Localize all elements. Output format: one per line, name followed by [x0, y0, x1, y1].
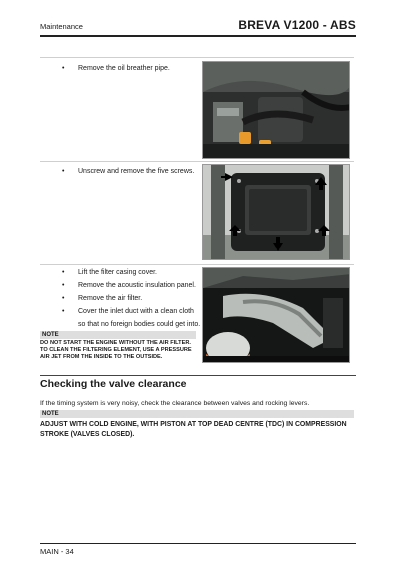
bullet-text: Unscrew and remove the five screws.	[78, 168, 195, 175]
bullet-dot: •	[62, 65, 65, 72]
row-divider	[40, 57, 354, 58]
note-label: NOTE	[40, 331, 196, 339]
section-title: Checking the valve clearance	[40, 378, 187, 390]
note-text: ADJUST WITH COLD ENGINE, WITH PISTON AT TOP DEAD CENTRE (TDC) IN COMPRESSION STROKE (VALVES CLOSED).	[40, 421, 347, 438]
row-divider	[40, 161, 354, 162]
section-divider	[40, 375, 356, 376]
bullet-dot: •	[62, 168, 65, 175]
section-body-text: If the timing system is very noisy, check the clearance between valves and rocking levers.	[40, 400, 310, 407]
header-section-label: Maintenance	[40, 22, 83, 31]
bullet-dot: •	[62, 269, 65, 276]
bullet-text: Remove the air filter.	[78, 295, 143, 302]
bullet-dot: •	[62, 295, 65, 302]
note-label: NOTE	[40, 410, 354, 418]
bullet-text: so that no foreign bodies could get into.	[78, 321, 201, 328]
bullet-text: Remove the oil breather pipe.	[78, 65, 170, 72]
page-number: MAIN - 34	[40, 547, 74, 556]
row-divider	[40, 264, 354, 265]
bullet-text: Remove the acoustic insulation panel.	[78, 282, 196, 289]
bullet-text: Lift the filter casing cover.	[78, 269, 157, 276]
header-model-title: BREVA V1200 - ABS	[238, 18, 356, 32]
footer-divider	[40, 543, 356, 544]
bullet-dot: •	[62, 308, 65, 315]
bullet-text: Cover the inlet duct with a clean cloth	[78, 308, 194, 315]
header-divider	[40, 35, 356, 37]
bullet-dot: •	[62, 282, 65, 289]
note-text: DO NOT START THE ENGINE WITHOUT THE AIR FILTER. TO CLEAN THE FILTERING ELEMENT, USE A PRESSURE AIR JET FROM THE INSIDE TO THE OUTSIDE.	[40, 340, 192, 360]
photo-filter-cover-screws	[202, 164, 350, 260]
photo-air-filter-removal	[202, 267, 350, 363]
photo-oil-breather-pipe	[202, 61, 350, 159]
